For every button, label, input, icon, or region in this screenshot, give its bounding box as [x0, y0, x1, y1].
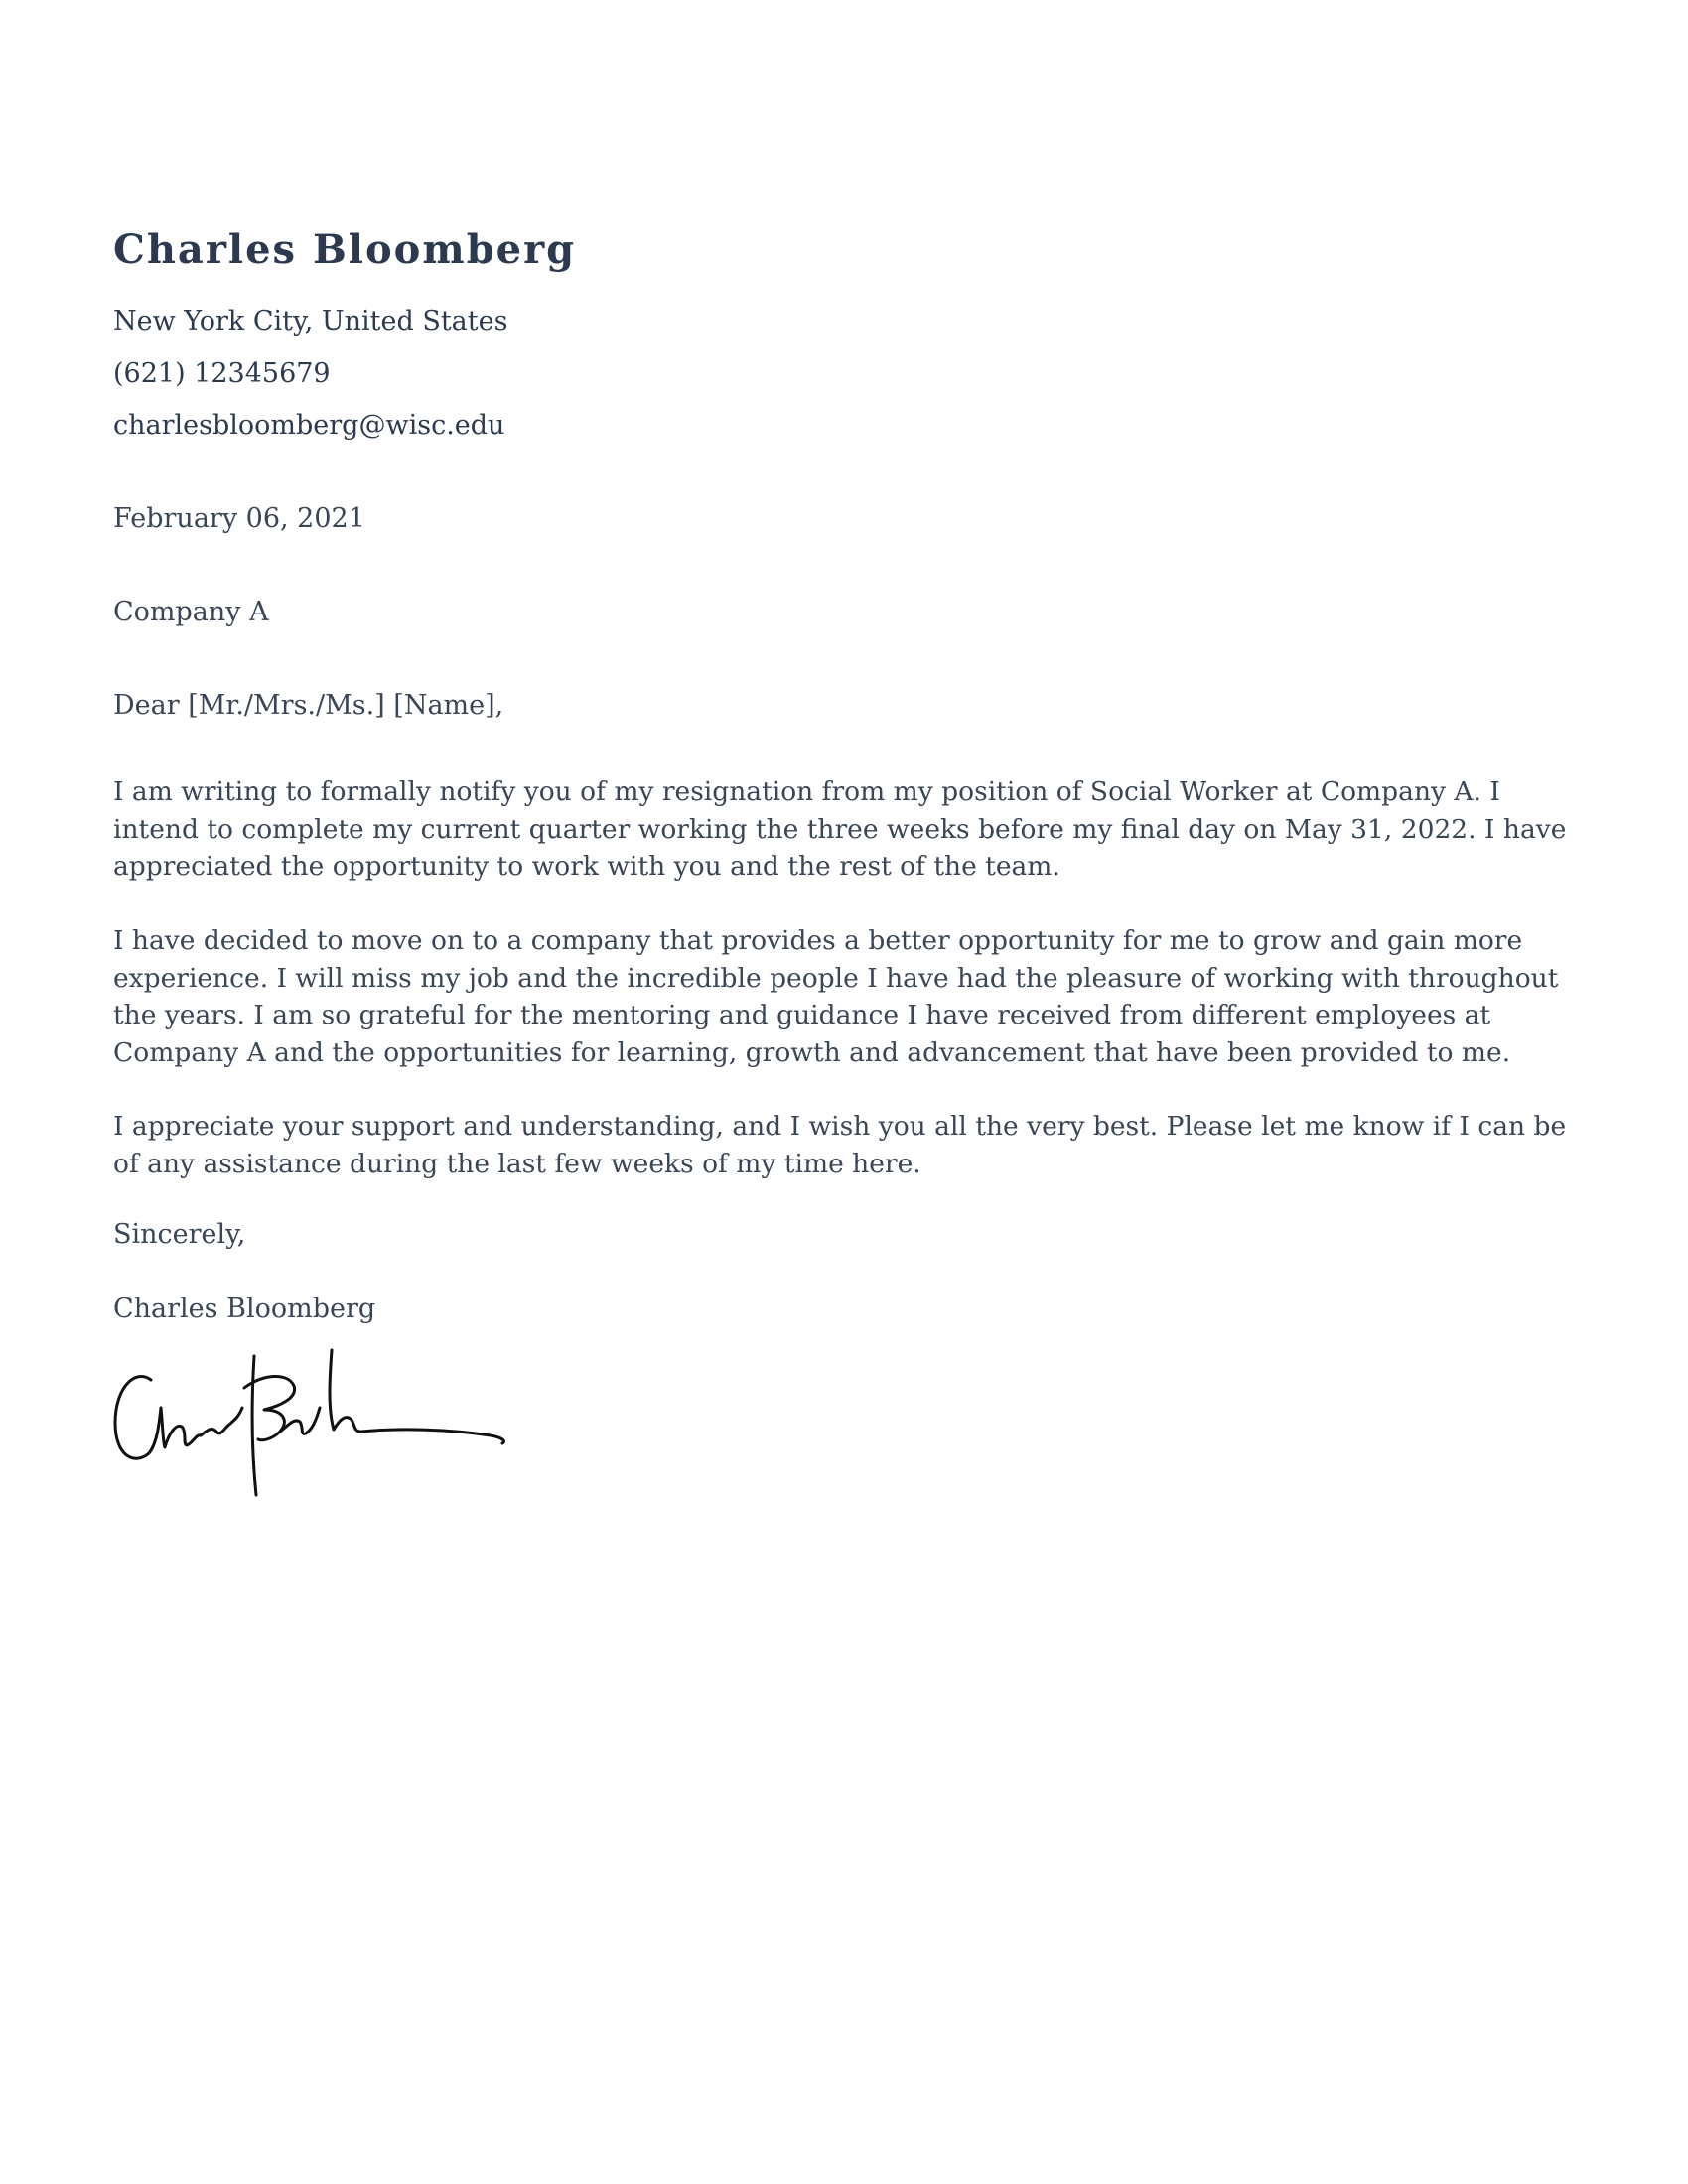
- salutation: Dear [Mr./Mrs./Ms.] [Name],: [113, 690, 504, 721]
- body-paragraph: I have decided to move on to a company that provides a better opportunity for me to grow and gain more experience. I will miss my job and the incredible people I have had the pleasure of working with throughout the years. I am so grateful for the mentoring and guidance I have received from different employees at Company A and the opportunities for learning, growth and advancement that have been provided to me.: [113, 925, 1559, 1068]
- handwritten-signature: [113, 1348, 530, 1507]
- sender-phone: (621) 12345679: [113, 358, 331, 389]
- signer-name: Charles Bloomberg: [113, 1294, 376, 1324]
- sender-name-heading: Charles Bloomberg: [113, 226, 577, 273]
- sender-email: charlesbloomberg@wisc.edu: [113, 410, 505, 441]
- sender-address: New York City, United States: [113, 306, 508, 337]
- closing: Sincerely,: [113, 1219, 246, 1250]
- letter-date: February 06, 2021: [113, 503, 365, 534]
- body-paragraph: I am writing to formally notify you of my resignation from my position of Social Worker at Company A. I intend to complete my current quarter working the three weeks before my final day on May 31, 2022. I have appreciated the opportunity to work with you and the rest of the team.: [113, 776, 1567, 882]
- body-paragraph: I appreciate your support and understanding, and I wish you all the very best. Please let me know if I can be of any assistance during the last few weeks of my time here.: [113, 1111, 1567, 1179]
- recipient-company: Company A: [113, 597, 269, 627]
